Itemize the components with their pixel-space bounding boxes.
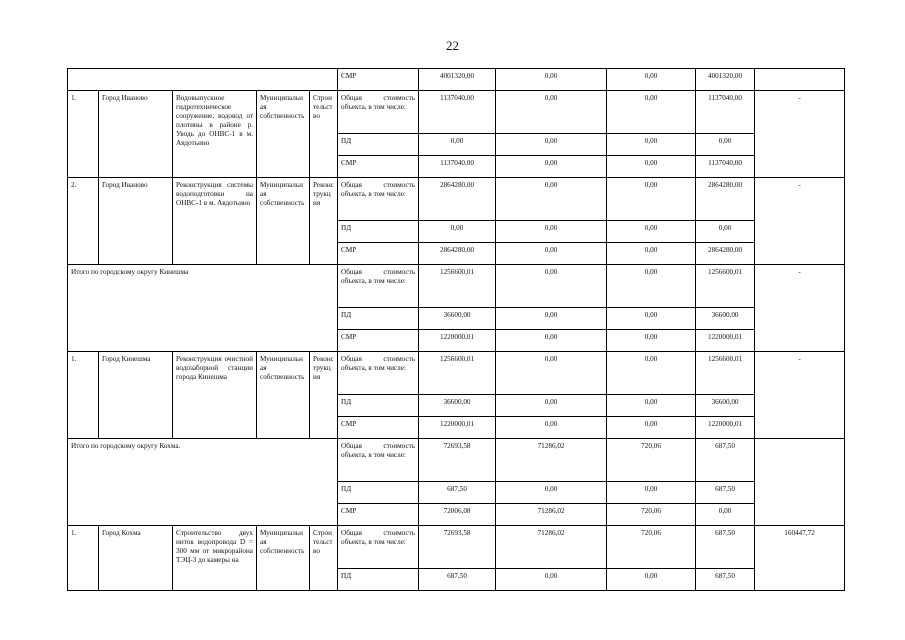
regional-cell: 0,00 (607, 134, 696, 156)
municipal-cell: 4001320,00 (696, 69, 755, 91)
federal-cell: 0,00 (496, 330, 607, 352)
total-cell: 36600,00 (419, 308, 496, 330)
regional-cell: 0,00 (607, 482, 696, 504)
ownership-cell: Муниципальная собственность (257, 91, 310, 178)
municipal-cell: 1256600,01 (696, 352, 755, 395)
cost-type-cell: СМР (338, 504, 419, 526)
regional-cell: 0,00 (607, 91, 696, 134)
municipal-cell: 2864280,00 (696, 178, 755, 221)
regional-cell: 0,00 (607, 156, 696, 178)
total-cell: 1137040,00 (419, 91, 496, 134)
capacity-cell: - (755, 265, 845, 352)
object-name-cell: Водовыпускное гидротехническое сооружение, водовод от плотины в районе р. Уводь до ОНВС-1 в м. Авдотьино (173, 91, 257, 178)
location-cell: Город Кохма (99, 526, 173, 591)
total-cell: 72693,58 (419, 439, 496, 482)
district-total-label: Итого по городскому округу Кинешма (68, 265, 338, 352)
cost-type-cell: ПД (338, 221, 419, 243)
federal-cell: 71286,02 (496, 439, 607, 482)
municipal-cell: 687,50 (696, 482, 755, 504)
cost-type-cell: СМР (338, 69, 419, 91)
capacity-cell: 160447,72 (755, 526, 845, 591)
regional-cell: 0,00 (607, 221, 696, 243)
table-row (68, 439, 845, 482)
regional-cell: 720,06 (607, 526, 696, 569)
table-row (68, 178, 845, 221)
regional-cell: 720,06 (607, 439, 696, 482)
table-row (68, 265, 845, 308)
ownership-cell: Муниципальная собственность (257, 526, 310, 591)
cost-type-cell: Общая стоимость объекта, в том числе: (338, 265, 419, 308)
cost-type-cell: ПД (338, 569, 419, 591)
ownership-cell: Муниципальная собственность (257, 352, 310, 439)
regional-cell: 0,00 (607, 265, 696, 308)
capacity-cell: - (755, 178, 845, 265)
cost-type-cell: СМР (338, 156, 419, 178)
regional-cell: 0,00 (607, 178, 696, 221)
total-cell: 1220000,01 (419, 417, 496, 439)
total-cell: 0,00 (419, 221, 496, 243)
row-number: 1. (68, 352, 99, 439)
cost-type-cell: Общая стоимость объекта, в том числе: (338, 526, 419, 569)
total-cell: 1220000,01 (419, 330, 496, 352)
regional-cell: 0,00 (607, 352, 696, 395)
total-cell: 2864280,00 (419, 178, 496, 221)
object-name-cell: Реконструкция очистной водозаборной станции города Кинешма (173, 352, 257, 439)
municipal-cell: 2864280,00 (696, 243, 755, 265)
table-row (68, 526, 845, 569)
regional-cell: 0,00 (607, 69, 696, 91)
row-number: 1. (68, 526, 99, 591)
regional-cell: 0,00 (607, 395, 696, 417)
federal-cell: 0,00 (496, 243, 607, 265)
cost-type-cell: Общая стоимость объекта, в том числе: (338, 439, 419, 482)
municipal-cell: 1220000,01 (696, 330, 755, 352)
capacity-cell: - (755, 91, 845, 178)
object-name-cell: Реконструкция системы водоподготовки на ОНВС-1 в м. Авдотьино (173, 178, 257, 265)
cost-type-cell: ПД (338, 308, 419, 330)
municipal-cell: 687,50 (696, 439, 755, 482)
ownership-cell: Муниципальная собственность (257, 178, 310, 265)
cost-type-cell: СМР (338, 417, 419, 439)
total-cell: 1256600,01 (419, 265, 496, 308)
regional-cell: 0,00 (607, 243, 696, 265)
row-number: 1. (68, 91, 99, 178)
federal-cell: 0,00 (496, 417, 607, 439)
regional-cell: 720,06 (607, 504, 696, 526)
municipal-cell: 1137040,00 (696, 156, 755, 178)
total-cell: 36600,00 (419, 395, 496, 417)
regional-cell: 0,00 (607, 308, 696, 330)
empty-cell (755, 69, 845, 91)
work-kind-cell: Реконструкция (310, 352, 338, 439)
municipal-cell: 687,50 (696, 526, 755, 569)
federal-cell: 0,00 (496, 265, 607, 308)
federal-cell: 71286,02 (496, 526, 607, 569)
municipal-cell: 1220000,01 (696, 417, 755, 439)
district-total-label: Итого по городскому округу Кохма. (68, 439, 338, 526)
federal-cell: 0,00 (496, 395, 607, 417)
total-cell: 4001320,00 (419, 69, 496, 91)
federal-cell: 0,00 (496, 156, 607, 178)
municipal-cell: 0,00 (696, 221, 755, 243)
page-number: 22 (446, 38, 459, 53)
location-cell: Город Кинешма (99, 352, 173, 439)
total-cell: 1137040,00 (419, 156, 496, 178)
regional-cell: 0,00 (607, 569, 696, 591)
federal-cell: 0,00 (496, 221, 607, 243)
total-cell: 72693,58 (419, 526, 496, 569)
municipal-cell: 36600,00 (696, 395, 755, 417)
cost-type-cell: СМР (338, 243, 419, 265)
federal-cell: 0,00 (496, 134, 607, 156)
total-cell: 687,50 (419, 482, 496, 504)
federal-cell: 0,00 (496, 352, 607, 395)
federal-cell: 71286,02 (496, 504, 607, 526)
total-cell: 1256600,01 (419, 352, 496, 395)
cost-type-cell: Общая стоимость объекта, в том числе: (338, 352, 419, 395)
location-cell: Город Иваново (99, 91, 173, 178)
municipal-cell: 1256600,01 (696, 265, 755, 308)
total-cell: 2864280,00 (419, 243, 496, 265)
federal-cell: 0,00 (496, 91, 607, 134)
cost-type-cell: СМР (338, 330, 419, 352)
table-row (68, 91, 845, 134)
cost-type-cell: Общая стоимость объекта, в том числе: (338, 91, 419, 134)
federal-cell: 0,00 (496, 482, 607, 504)
investment-table (67, 68, 845, 591)
regional-cell: 0,00 (607, 330, 696, 352)
row-number: 2. (68, 178, 99, 265)
work-kind-cell: Строительство (310, 526, 338, 591)
cost-type-cell: ПД (338, 482, 419, 504)
work-kind-cell: Реконструкция (310, 178, 338, 265)
cost-type-cell: Общая стоимость объекта, в том числе: (338, 178, 419, 221)
regional-cell: 0,00 (607, 417, 696, 439)
municipal-cell: 0,00 (696, 504, 755, 526)
total-cell: 687,50 (419, 569, 496, 591)
total-cell: 0,00 (419, 134, 496, 156)
object-name-cell: Строительство двух ниток водопровода D = 300 мм от микрорайона ТЭЦ-3 до камеры на (173, 526, 257, 591)
total-cell: 72006,08 (419, 504, 496, 526)
capacity-cell (755, 439, 845, 526)
federal-cell: 0,00 (496, 178, 607, 221)
municipal-cell: 1137040,00 (696, 91, 755, 134)
table-row (68, 69, 845, 91)
cost-type-cell: ПД (338, 395, 419, 417)
table-row (68, 352, 845, 395)
federal-cell: 0,00 (496, 69, 607, 91)
empty-cell (68, 69, 338, 91)
municipal-cell: 36600,00 (696, 308, 755, 330)
work-kind-cell: Строительство (310, 91, 338, 178)
location-cell: Город Иваново (99, 178, 173, 265)
capacity-cell: - (755, 352, 845, 439)
municipal-cell: 0,00 (696, 134, 755, 156)
federal-cell: 0,00 (496, 569, 607, 591)
municipal-cell: 687,50 (696, 569, 755, 591)
federal-cell: 0,00 (496, 308, 607, 330)
cost-type-cell: ПД (338, 134, 419, 156)
